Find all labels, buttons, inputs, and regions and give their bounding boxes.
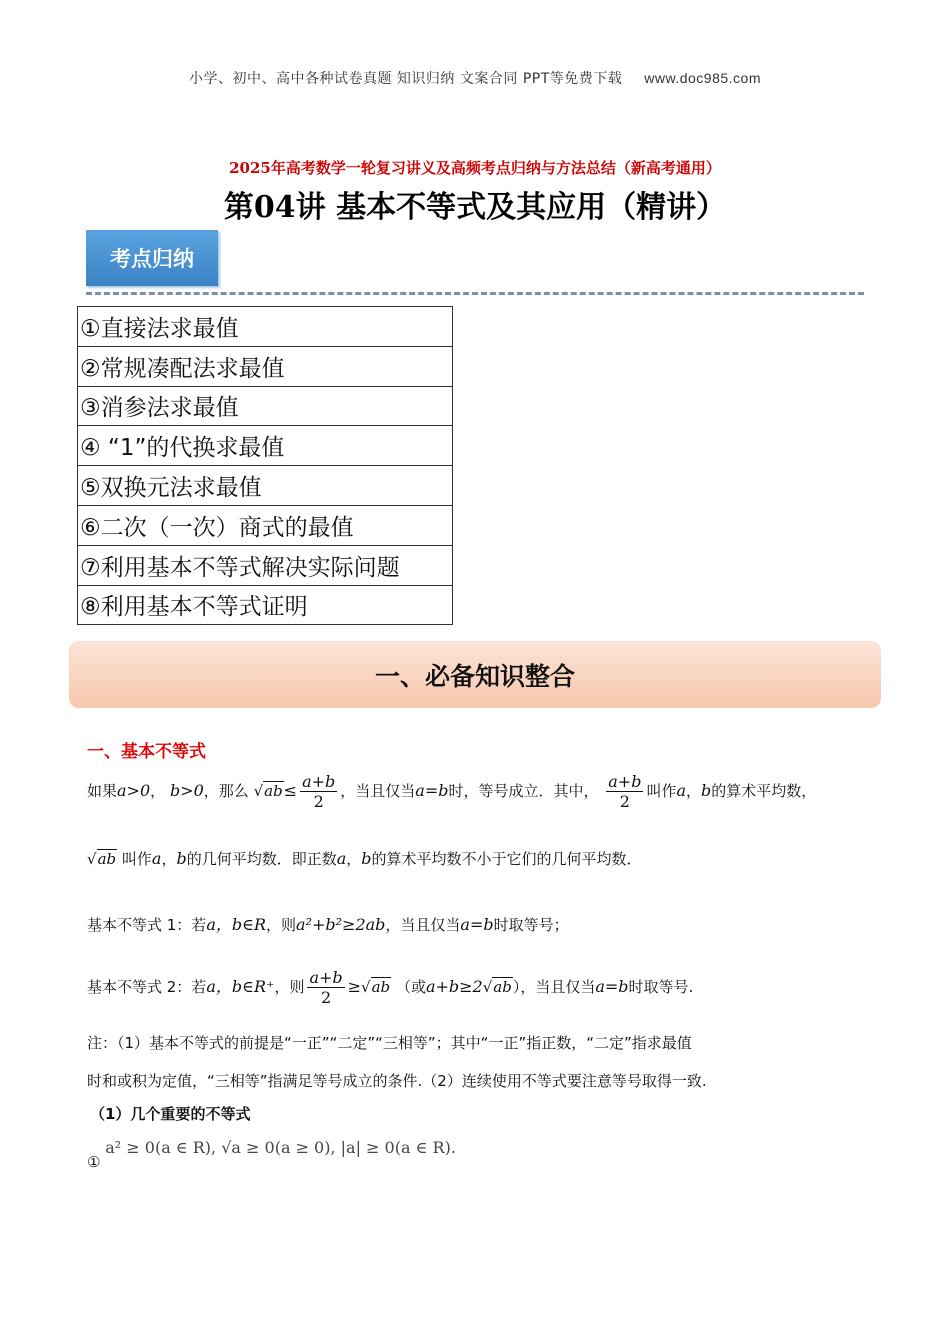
text: 基本不等式 1：若 [87, 916, 207, 934]
sqrt-ab: √ab [361, 978, 391, 996]
le-sign: ≤ [283, 781, 298, 800]
sqrt-ab: √ab [482, 978, 512, 996]
paragraph-inequality-2 [87, 968, 693, 1007]
text: ，当且仅当 [340, 782, 416, 800]
subsection-heading: （1）几个重要的不等式 [90, 1105, 251, 1123]
math-b: b [176, 849, 187, 868]
paragraph-inequality-1 [87, 912, 569, 935]
text: ，当且仅当 [385, 916, 461, 934]
topic-cell: ⑧利用基本不等式证明 [78, 585, 453, 625]
text: 的几何平均数．即正数 [186, 850, 337, 868]
math-condition-a: a>0 [117, 781, 151, 800]
topic-cell: ③消参法求最值 [78, 386, 453, 426]
section-heading: 一、基本不等式 [87, 742, 206, 762]
topic-cell: ④ “1”的代换求最值 [78, 426, 453, 466]
math-a: a [151, 849, 162, 868]
math-condition: a，b∈R [206, 915, 266, 934]
math-condition-b: b>0 [169, 781, 204, 800]
topic-row [78, 307, 453, 347]
text: ），当且仅当 [512, 978, 596, 996]
site-banner-text: 小学、初中、高中各种试卷真题 知识归纳 文案合同 PPT等免费下载 [188, 71, 623, 87]
document-subtitle: 2025年高考数学一轮复习讲义及高频考点归纳与方法总结（新高考通用） [229, 159, 721, 177]
text: （或 [395, 978, 426, 996]
section-banner: 一、必备知识整合 [69, 641, 881, 708]
math-alt-inequality: a+b≥2 [425, 977, 483, 996]
text: 的算术平均数， [711, 782, 817, 800]
math-a: a [676, 781, 687, 800]
text: 的算术平均数不小于它们的几何平均数． [371, 850, 642, 868]
text: 叫作 [646, 782, 677, 800]
math-equality: a=b [415, 781, 449, 800]
text: ，那么 [203, 782, 249, 800]
math-equality: a=b [460, 915, 494, 934]
dashed-divider [86, 292, 864, 295]
paragraph-definition [87, 772, 816, 811]
topic-row [78, 585, 453, 625]
sqrt-ab: √ab [87, 850, 117, 868]
topic-cell: ②常规凑配法求最值 [78, 346, 453, 386]
text: 如果 [87, 782, 118, 800]
topic-row [78, 386, 453, 426]
sqrt-ab: √ab [253, 782, 283, 800]
section-tag: 考点归纳 [86, 230, 218, 286]
comma: ， [686, 782, 702, 800]
note-line-1: 注：（1）基本不等式的前提是“一正”“二定”“三相等”；其中“一正”指正数，“二定”指求最值 [87, 1034, 692, 1052]
fraction-mean: $\frac{a+b}{2}$ [309, 968, 343, 1007]
topic-row [78, 505, 453, 545]
text: ， [150, 782, 166, 800]
note-line-2: 时和或积为定值，“三相等”指满足等号成立的条件.（2）连续使用不等式要注意等号取得一致. [87, 1072, 707, 1090]
math-b: b [701, 781, 712, 800]
ge-sign: ≥ [347, 977, 362, 996]
text: 时取等号. [628, 978, 694, 996]
fraction-mean: $\frac{a+b}{2}$ [302, 772, 336, 811]
topic-row [78, 466, 453, 506]
math-formula: a² ≥ 0(a ∈ R), √a ≥ 0(a ≥ 0), |a| ≥ 0(a ∈ R). [105, 1138, 456, 1157]
math-equality: a=b [595, 977, 629, 996]
text: 基本不等式 2：若 [87, 978, 207, 996]
paragraph-geometric-mean [87, 848, 642, 869]
comma: ， [346, 850, 362, 868]
math-condition: a，b∈R⁺ [206, 977, 275, 996]
topic-cell: ⑥二次（一次）商式的最值 [78, 505, 453, 545]
text: 叫作 [121, 850, 152, 868]
comma: ， [161, 850, 177, 868]
topic-list-table [77, 306, 453, 625]
site-banner [0, 68, 950, 88]
math-b: b [361, 849, 372, 868]
topic-row [78, 426, 453, 466]
topic-cell: ①直接法求最值 [78, 307, 453, 347]
math-inequality: a²+b²≥2ab [296, 915, 386, 934]
document-title: 第04讲 基本不等式及其应用（精讲） [223, 190, 727, 225]
topic-cell: ⑦利用基本不等式解决实际问题 [78, 545, 453, 585]
text: ，则 [266, 916, 297, 934]
important-inequalities-item [87, 1138, 456, 1171]
topic-row [78, 545, 453, 585]
site-url[interactable]: www.doc985.com [644, 70, 761, 86]
text: ，则 [274, 978, 305, 996]
topic-row [78, 346, 453, 386]
topic-cell: ⑤双换元法求最值 [78, 466, 453, 506]
text: 时，等号成立．其中， [448, 782, 599, 800]
text: 时取等号； [493, 916, 569, 934]
math-a: a [336, 849, 347, 868]
item-number: ① [87, 1153, 101, 1171]
fraction-mean-2: $\frac{a+b}{2}$ [608, 772, 642, 811]
